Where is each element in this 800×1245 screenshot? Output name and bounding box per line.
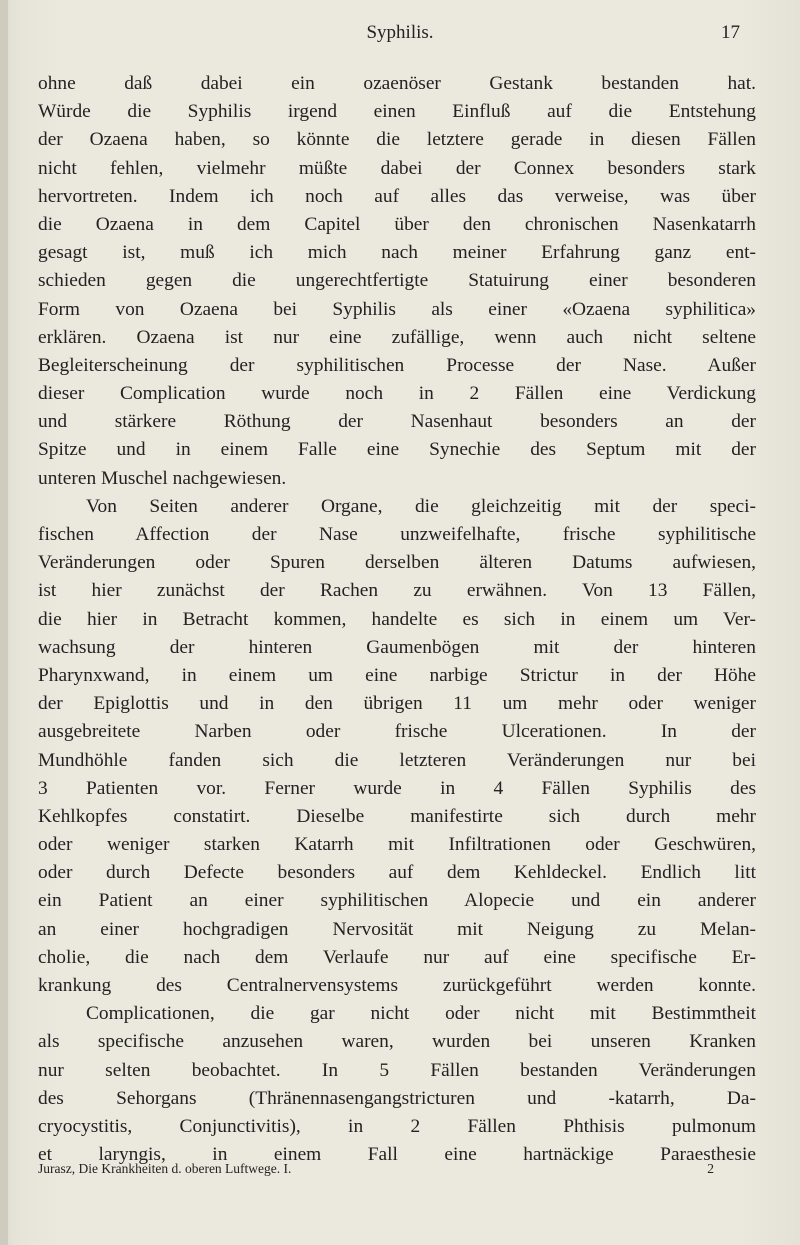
text-line: et laryngis, in einem Fall eine hartnäckige Paraesthesie	[38, 1144, 756, 1166]
text-line: oder weniger starken Katarrh mit Infiltrationen oder Geschwüren,	[38, 834, 756, 856]
signature-mark: 2	[707, 1161, 714, 1176]
page-number: 17	[721, 22, 740, 43]
running-header	[60, 22, 740, 50]
text-line: ein Patient an einer syphilitischen Alopecie und ein anderer	[38, 890, 756, 912]
text-line: dieser Complication wurde noch in 2 Fällen eine Verdickung	[38, 383, 756, 405]
text-line: des Sehorgans (Thränennasengangstricturen und -katarrh, Da-	[38, 1087, 756, 1109]
footer-reference: Jurasz, Die Krankheiten d. oberen Luftwege. I.	[38, 1161, 292, 1176]
text-line: Von Seiten anderer Organe, die gleichzeitig mit der speci-	[86, 495, 756, 517]
body-text	[38, 70, 756, 1169]
text-line: und stärkere Röthung der Nasenhaut besonders an der	[38, 411, 756, 433]
text-line: unteren Muschel nachgewiesen.	[38, 467, 287, 489]
text-line: oder durch Defecte besonders auf dem Kehldeckel. Endlich litt	[38, 862, 756, 884]
text-line: Spitze und in einem Falle eine Synechie des Septum mit der	[38, 439, 756, 461]
text-line: erklären. Ozaena ist nur eine zufällige, wenn auch nicht seltene	[38, 326, 756, 348]
text-line: krankung des Centralnervensystems zurückgeführt werden konnte.	[38, 975, 756, 996]
running-title: Syphilis.	[366, 22, 434, 43]
text-line: ist hier zunächst der Rachen zu erwähnen. Von 13 Fällen,	[38, 580, 756, 602]
text-line: Begleiterscheinung der syphilitischen Processe der Nase. Außer	[38, 354, 756, 376]
text-line: Mundhöhle fanden sich die letzteren Veränderungen nur bei	[38, 749, 756, 771]
text-line: Complicationen, die gar nicht oder nicht mit Bestimmtheit	[86, 1003, 756, 1025]
text-line: Veränderungen oder Spuren derselben älteren Datums aufwiesen,	[38, 552, 756, 574]
text-line: wachsung der hinteren Gaumenbögen mit der hinteren	[38, 636, 756, 658]
text-line: nicht fehlen, vielmehr müßte dabei der Connex besonders stark	[38, 157, 756, 179]
text-line: ohne daß dabei ein ozaenöser Gestank bestanden hat.	[38, 73, 756, 94]
text-line: als specifische anzusehen waren, wurden bei unseren Kranken	[38, 1031, 756, 1053]
text-line: gesagt ist, muß ich mich nach meiner Erfahrung ganz ent-	[38, 242, 756, 264]
text-line: nur selten beobachtet. In 5 Fällen bestanden Veränderungen	[38, 1059, 756, 1081]
text-line: Würde die Syphilis irgend einen Einfluß auf die Entstehung	[38, 101, 756, 123]
text-line: cholie, die nach dem Verlaufe nur auf eine specifische Er-	[38, 946, 756, 968]
text-line: an einer hochgradigen Nervosität mit Neigung zu Melan-	[38, 918, 756, 940]
text-line: schieden gegen die ungerechtfertigte Statuirung einer besonderen	[38, 270, 756, 292]
text-line: Pharynxwand, in einem um eine narbige Strictur in der Höhe	[38, 664, 756, 686]
text-line: der Epiglottis und in den übrigen 11 um mehr oder weniger	[38, 693, 756, 715]
text-line: 3 Patienten vor. Ferner wurde in 4 Fällen Syphilis des	[38, 777, 756, 799]
text-line: der Ozaena haben, so könnte die letztere gerade in diesen Fällen	[38, 129, 756, 151]
text-line: Form von Ozaena bei Syphilis als einer «Ozaena syphilitica»	[38, 298, 756, 320]
page-footer	[38, 1161, 714, 1181]
text-line: hervortreten. Indem ich noch auf alles das verweise, was über	[38, 185, 756, 207]
text-line: fischen Affection der Nase unzweifelhafte, frische syphilitische	[38, 524, 756, 545]
text-line: ausgebreitete Narben oder frische Ulcerationen. In der	[38, 721, 756, 743]
text-line: die hier in Betracht kommen, handelte es sich in einem um Ver-	[38, 608, 756, 630]
text-line: die Ozaena in dem Capitel über den chronischen Nasenkatarrh	[38, 213, 756, 235]
text-line: cryocystitis, Conjunctivitis), in 2 Fällen Phthisis pulmonum	[38, 1115, 756, 1137]
page-gutter-shadow	[0, 0, 8, 1245]
text-line: Kehlkopfes constatirt. Dieselbe manifestirte sich durch mehr	[38, 805, 756, 827]
